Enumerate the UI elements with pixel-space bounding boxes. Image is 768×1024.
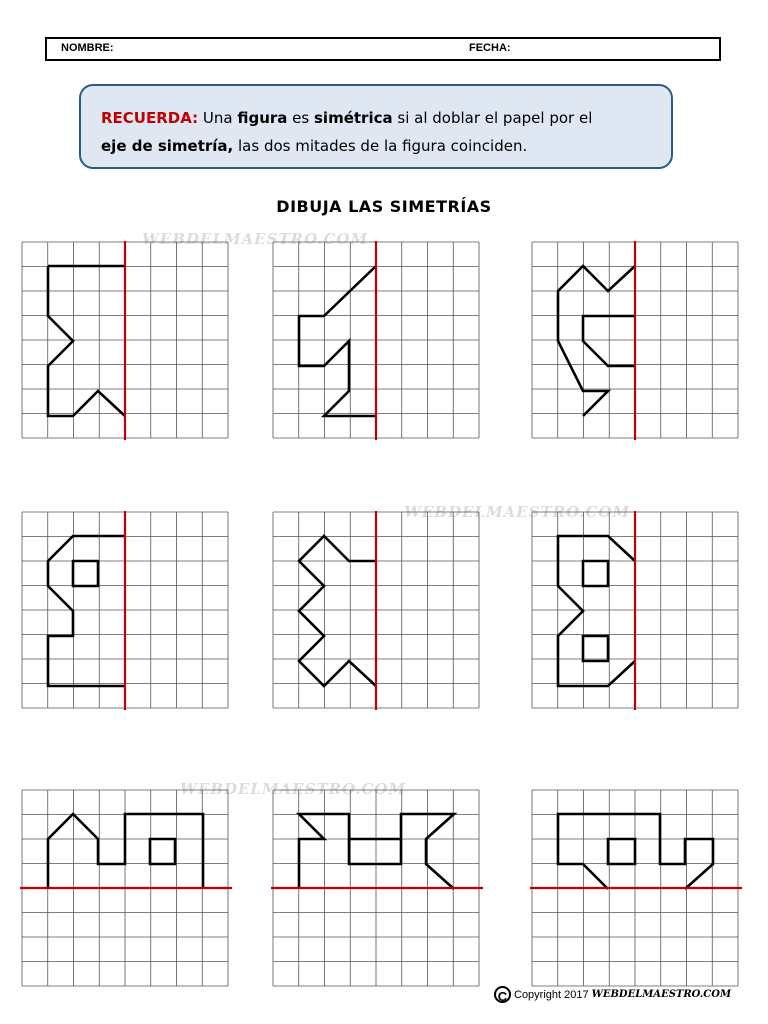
worksheet-title: DIBUJA LAS SIMETRÍAS xyxy=(276,197,492,216)
half-figure xyxy=(558,266,635,416)
remember-line-1 xyxy=(101,104,651,132)
exercise-grid-5 xyxy=(271,511,483,711)
remember-text: Una xyxy=(198,109,238,127)
exercise-grid-7 xyxy=(20,789,232,989)
copyright-text: Copyright 2017 xyxy=(514,988,589,1001)
watermark: WEBDELMAESTRO.COM xyxy=(404,503,631,521)
exercise-grid-8 xyxy=(271,789,483,989)
half-figure xyxy=(48,266,125,416)
copyright-footer xyxy=(494,986,731,1003)
half-figure xyxy=(48,814,203,889)
exercise-grid-9 xyxy=(530,789,742,989)
remember-bold-eje: eje de simetría, xyxy=(101,137,234,155)
remember-note xyxy=(79,84,673,169)
exercise-grid-3 xyxy=(530,241,742,441)
name-label: NOMBRE: xyxy=(61,42,114,54)
watermark: WEBDELMAESTRO.COM xyxy=(180,780,407,798)
half-figure xyxy=(558,536,635,686)
student-header-box xyxy=(45,37,721,61)
remember-line-2 xyxy=(101,132,651,160)
remember-bold-figura: figura xyxy=(237,109,288,127)
exercise-grid-2 xyxy=(271,241,483,441)
remember-keyword: RECUERDA: xyxy=(101,109,199,127)
copyright-symbol-icon: C xyxy=(494,986,511,1003)
remember-text: es xyxy=(287,109,314,127)
date-label: FECHA: xyxy=(469,42,511,54)
half-figure xyxy=(558,814,713,889)
remember-text: si al doblar el papel por el xyxy=(392,109,593,127)
remember-text: las dos mitades de la figura coinciden. xyxy=(233,137,528,155)
exercise-grid-1 xyxy=(20,241,232,441)
watermark: WEBDELMAESTRO.COM xyxy=(142,230,369,248)
half-figure xyxy=(299,266,376,416)
copyright-brand: WEBDELMAESTRO.COM xyxy=(591,989,732,1000)
exercise-grid-4 xyxy=(20,511,232,711)
half-figure xyxy=(299,536,376,686)
remember-bold-simetrica: simétrica xyxy=(314,109,393,127)
half-figure xyxy=(48,536,125,686)
exercise-grid-6 xyxy=(530,511,742,711)
half-figure xyxy=(299,814,454,889)
